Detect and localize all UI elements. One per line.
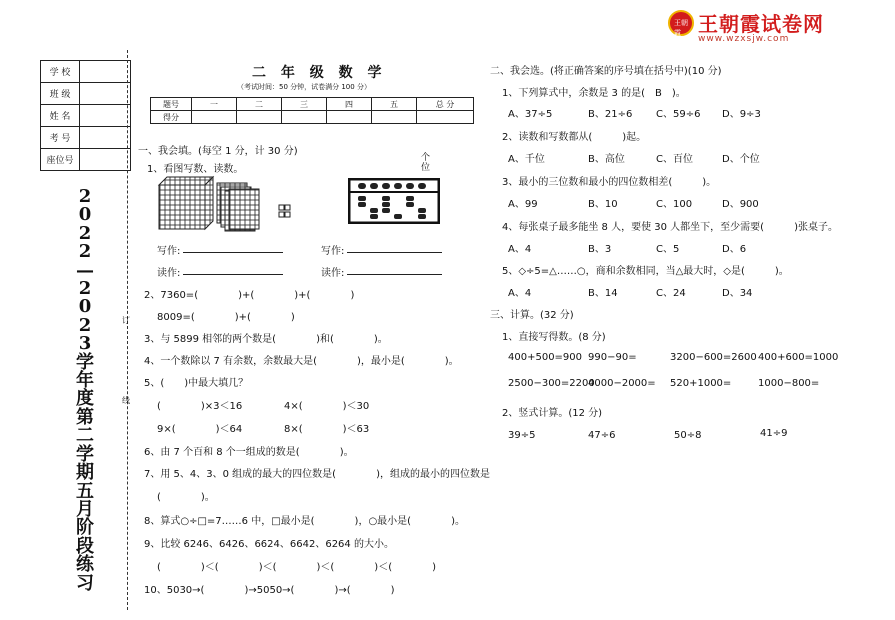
question-6: 6、由 7 个百和 8 个一组成的数是( )。 [144,447,354,458]
brand-url: www.wzxsjw.com [698,34,790,44]
choice-question-4: 4、每张桌子最多能坐 8 人，要使 30 人都坐下，至少需要( )张桌子。 [502,222,838,233]
choice-option: A、千位 [508,154,545,165]
question-5c: 9×( )＜64 [157,424,243,435]
title-char: 学 [76,443,94,465]
title-char: 月 [76,498,94,520]
title-char: — [76,259,94,281]
choice-option: C、24 [656,288,686,299]
info-field[interactable] [80,83,131,105]
title-char: 0 [78,204,92,226]
score-table [150,97,474,124]
choice-option: C、100 [656,199,693,210]
question-8: 8、算式○÷□=7……6 中，□最小是( )，○最小是( )。 [144,516,465,527]
title-char: 五 [76,480,94,502]
calc-item: 4000−2000= [588,378,656,389]
calc-item: 990−90= [588,352,637,363]
exam-subtitle: （考试时间：50 分钟，试卷满分 100 分） [237,83,371,91]
title-char: 2 [78,222,92,244]
score-header: 总 分 [417,98,474,111]
question-7b: ( )。 [157,492,215,503]
title-char: 2 [78,186,92,207]
student-info-table [40,60,131,171]
question-5b: 4×( )＜30 [284,401,370,412]
choice-option: D、9÷3 [722,109,761,120]
write-answer-right[interactable] [347,252,442,253]
score-header: 二 [237,98,282,111]
title-char: 阶 [76,517,94,539]
write-label-left: 写作: [157,246,181,257]
question-9b: ( )＜( )＜( )＜( )＜( ) [157,562,437,573]
read-answer-left[interactable] [183,274,283,275]
question-1: 1、看图写数、读数。 [147,164,244,175]
question-2a: 2、7360=( )+( )+( ) [144,290,355,301]
title-char: 度 [76,388,94,410]
choice-option: B、3 [588,244,612,255]
title-char: 第 [76,406,94,428]
choice-option: C、百位 [656,154,693,165]
choice-question-5: 5、◇÷5=△……○，商和余数相同，当△最大时，◇是( )。 [502,266,789,277]
score-cell[interactable] [417,111,474,124]
question-10: 10、5030→( )→5050→( )→( ) [144,585,395,596]
choice-option: D、6 [722,244,747,255]
title-char: 3 [78,333,92,355]
choice-option: A、99 [508,199,538,210]
calc-item: 1000−800= [758,378,820,389]
question-5: 5、( )中最大填几？ [144,378,249,389]
brand-seal-icon: 王朝霞 [668,10,694,36]
score-header: 四 [327,98,372,111]
question-5d: 8×( )＜63 [284,424,370,435]
choice-option: D、34 [722,288,753,299]
question-2b: 8009=( )+( ) [157,312,295,323]
margin-mark: 订 [122,316,130,325]
section2-heading: 二、我会选。(将正确答案的序号填在括号中)(10 分) [490,66,722,77]
score-header: 五 [372,98,417,111]
vertical-calc-item: 41÷9 [760,428,788,439]
info-label: 考 号 [41,127,80,149]
choice-option: B、21÷6 [588,109,633,120]
binding-dashed-line [127,50,128,610]
choice-option: B、14 [588,288,618,299]
vertical-calc-item: 39÷5 [508,430,536,441]
choice-question-2: 2、读数和写数都从( )起。 [502,132,647,143]
calc-question-2: 2、竖式计算。(12 分) [502,408,603,419]
choice-option: A、37÷5 [508,109,553,120]
margin-mark: 线 [122,396,130,405]
title-char: 年 [76,370,94,392]
write-label-right: 写作: [321,246,345,257]
vertical-calc-item: 47÷6 [588,430,616,441]
title-char: 习 [76,572,94,594]
info-field[interactable] [80,149,131,171]
brand-logo [668,8,888,48]
question-3: 3、与 5899 相邻的两个数是( )和( )。 [144,334,388,345]
score-row-label: 得分 [151,111,192,124]
choice-option: C、5 [656,244,680,255]
choice-question-3: 3、最小的三位数和最小的四位数相差( )。 [502,177,717,188]
section3-heading: 三、计算。(32 分) [490,310,574,321]
calc-item: 520+1000= [670,378,732,389]
calc-question-1: 1、直接写得数。(8 分) [502,332,606,343]
info-label: 座位号 [41,149,80,171]
score-cell[interactable] [372,111,417,124]
title-char: 2 [78,314,92,336]
info-label: 姓 名 [41,105,80,127]
score-header: 三 [282,98,327,111]
title-char: 学 [76,351,94,373]
title-char: 练 [76,554,94,576]
calc-item: 400+600=1000 [758,352,839,363]
brand-name: 王朝霞试卷网 [698,12,824,36]
info-label: 学 校 [41,61,80,83]
score-cell[interactable] [192,111,237,124]
question-9: 9、比较 6246、6426、6624、6642、6264 的大小。 [144,539,394,550]
score-header: 题号 [151,98,192,111]
vertical-calc-item: 50÷8 [674,430,702,441]
info-label: 班 级 [41,83,80,105]
score-cell[interactable] [327,111,372,124]
score-cell[interactable] [282,111,327,124]
title-char: 期 [76,462,94,484]
choice-option: D、900 [722,199,759,210]
score-header: 一 [192,98,237,111]
write-answer-left[interactable] [183,252,283,253]
score-cell[interactable] [237,111,282,124]
choice-question-1: 1、下列算式中，余数是 3 的是( B )。 [502,88,686,99]
choice-option: C、59÷6 [656,109,701,120]
calc-item: 400+500=900 [508,352,583,363]
calc-item: 3200−600=2600 [670,352,757,363]
title-char: 段 [76,535,94,557]
read-label-right: 读作: [321,268,345,279]
abacus-icon [348,178,440,224]
choice-option: A、4 [508,244,532,255]
read-answer-right[interactable] [347,274,442,275]
section1-heading: 一、我会填。(每空 1 分，计 30 分) [138,146,298,157]
title-char: 二 [76,425,94,447]
calc-item: 2500−300=2200 [508,378,595,389]
title-char: 2 [78,241,92,263]
choice-option: B、10 [588,199,618,210]
info-field[interactable] [80,61,131,83]
question-5a: ( )×3＜16 [157,401,243,412]
info-field[interactable] [80,105,131,127]
abacus-label: 个位 [421,153,431,173]
choice-option: D、个位 [722,154,760,165]
read-label-left: 读作: [157,268,181,279]
cubes-illustration-icon [155,175,295,233]
vertical-exam-title [70,188,100,593]
title-char: 2 [78,278,92,300]
page-title: 二 年 级 数 学 [252,65,387,81]
info-field[interactable] [80,127,131,149]
title-char: 0 [78,296,92,318]
choice-option: B、高位 [588,154,625,165]
question-7: 7、用 5、4、3、0 组成的最大的四位数是( )，组成的最小的四位数是 [144,469,490,480]
choice-option: A、4 [508,288,532,299]
question-4: 4、一个数除以 7 有余数，余数最大是( )，最小是( )。 [144,356,459,367]
